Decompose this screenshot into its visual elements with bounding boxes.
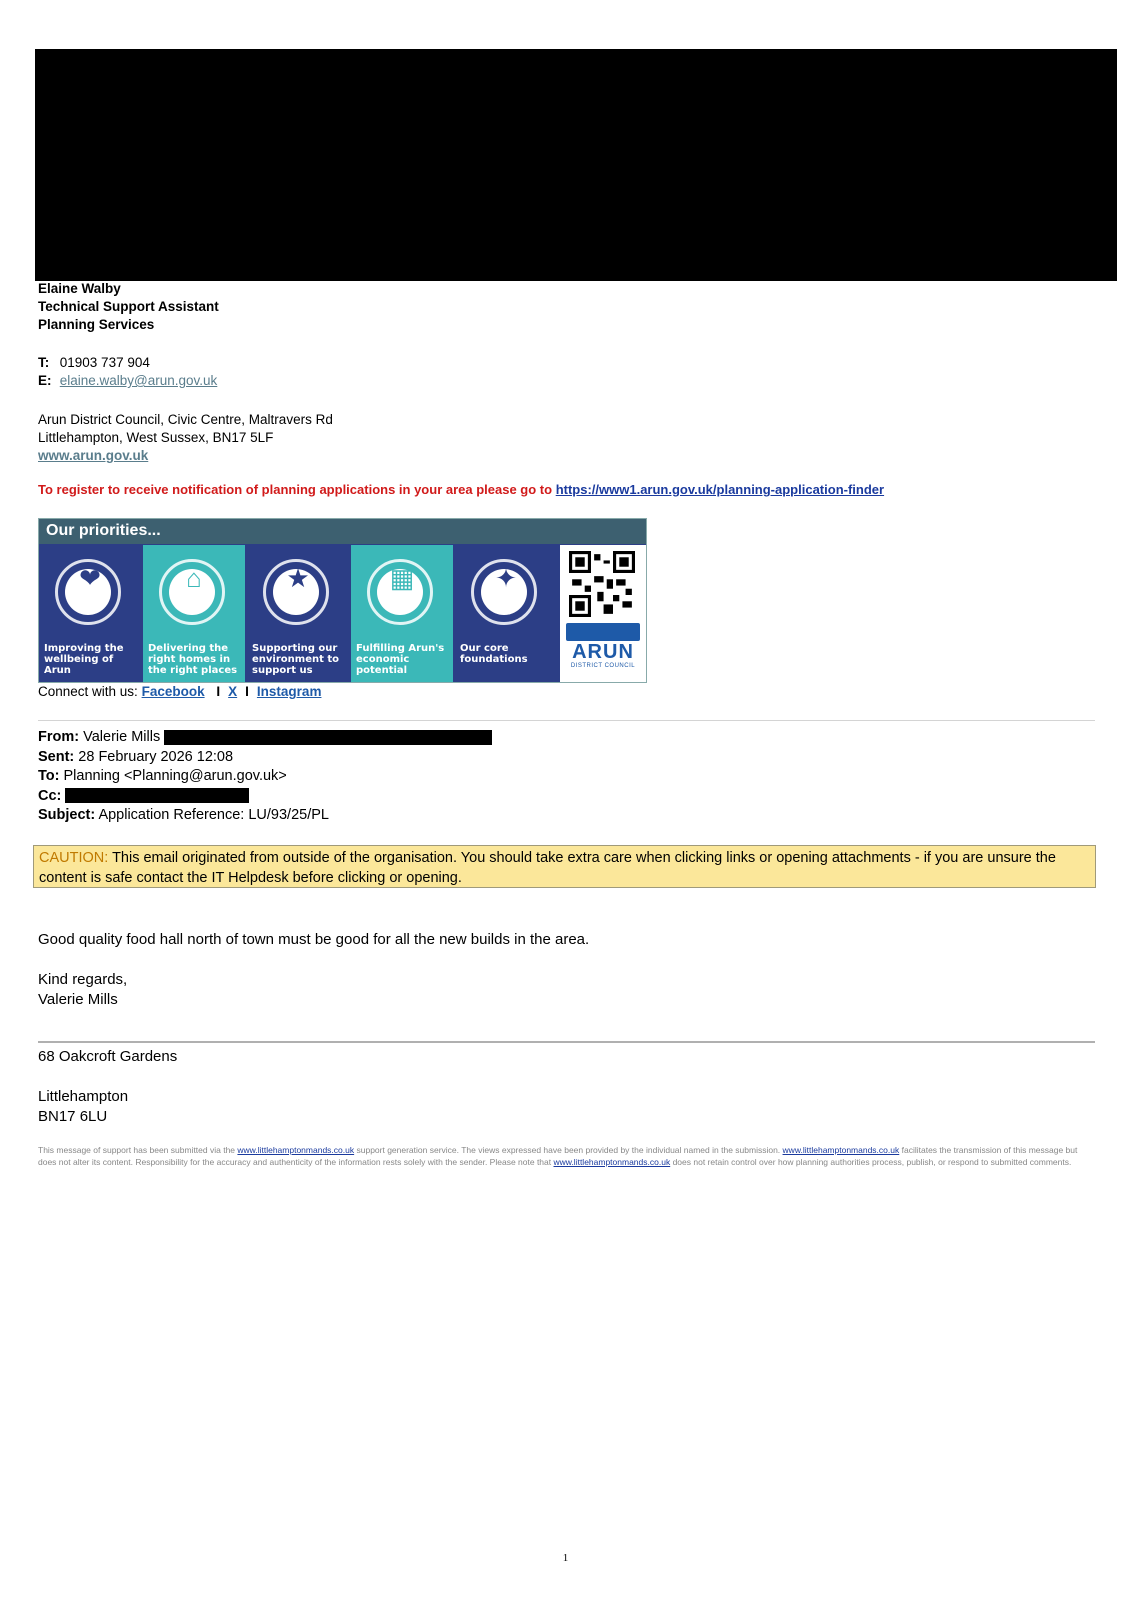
connect-label: Connect with us: <box>38 684 138 699</box>
arun-logo <box>566 623 640 678</box>
social-links <box>38 684 321 699</box>
sender-name: Valerie Mills <box>38 990 118 1008</box>
tile-caption: Improving the wellbeing of Arun <box>44 643 124 676</box>
address-line: Littlehampton <box>38 1088 129 1105</box>
signature-department: Planning Services <box>38 317 155 332</box>
instagram-link[interactable]: Instagram <box>256 684 322 699</box>
signature-address <box>38 411 333 465</box>
logo-word: ARUN <box>572 641 634 663</box>
subject-value: Application Reference: LU/93/25/PL <box>98 807 329 823</box>
banner-heading: Our priorities... <box>46 522 161 539</box>
priority-tile: ⌂ Delivering the right homes in the right places <box>143 545 245 682</box>
tile-caption: Delivering the right homes in the right places <box>148 643 238 676</box>
from-value: Valerie Mills <box>83 729 161 745</box>
signature-name: Elaine Walby <box>38 281 121 296</box>
caution-banner <box>33 845 1096 888</box>
caution-text: This email originated from outside of the organisation. You should take extra care when clicking links or opening attachments - if you are unsure the content is safe contact the IT Helpdesk before clicking or opening. <box>39 850 1056 886</box>
disclaimer <box>38 1144 1098 1168</box>
sent-value: 28 February 2026 12:08 <box>78 748 234 765</box>
redacted-email <box>164 730 492 745</box>
website-link[interactable]: www.arun.gov.uk <box>38 448 149 463</box>
message-body: Good quality food hall north of town must be good for all the new builds in the area. <box>38 931 590 948</box>
link-separator: I <box>245 684 249 699</box>
disclaimer-text: does not retain control over how planning authorities process, publish, or respond to submitted comments. <box>672 1157 1072 1167</box>
closing-text: Kind regards, <box>38 971 128 988</box>
disclaimer-text: This message of support has been submitted via the <box>38 1145 236 1155</box>
planning-finder-link[interactable]: https://www1.arun.gov.uk/planning-application-finder <box>555 482 885 497</box>
disclaimer-link[interactable]: www.littlehamptonmands.co.uk <box>553 1157 671 1167</box>
subject-label: Subject: <box>38 807 96 823</box>
to-label: To: <box>38 768 60 784</box>
tile-caption: Our core foundations <box>460 643 528 665</box>
planning-notice <box>38 482 884 497</box>
postal-address <box>38 1047 177 1127</box>
priority-tile: ★ Supporting our environment to support us <box>247 545 349 682</box>
address-line: 68 Oakcroft Gardens <box>38 1048 178 1065</box>
priority-tile: ✦ Our core foundations <box>455 545 557 682</box>
disclaimer-text: support generation service. The views expressed have been provided by the individual named in the submission. <box>356 1145 781 1155</box>
caution-prefix: CAUTION: <box>39 850 109 866</box>
signature-contact <box>38 354 217 390</box>
tile-caption: Fulfilling Arun's economic potential <box>356 643 445 676</box>
address-line: Littlehampton, West Sussex, BN17 5LF <box>38 430 274 445</box>
to-value: Planning <Planning@arun.gov.uk> <box>63 768 287 784</box>
address-line: Arun District Council, Civic Centre, Maltravers Rd <box>38 412 333 427</box>
logo-subtitle: DISTRICT COUNCIL <box>570 663 636 669</box>
divider <box>38 720 1095 721</box>
email-header <box>38 728 492 826</box>
page-number: 1 <box>562 1552 569 1564</box>
tile-caption: Supporting our environment to support us <box>252 643 340 676</box>
priority-tile: ▦ Fulfilling Arun's economic potential <box>351 545 453 682</box>
disclaimer-text: facilitates the transmission of this message but does not alter its content. Responsibility for the accuracy and authenticity of the information rests solely with the sender. Please note that <box>38 1145 1078 1167</box>
signature-title: Technical Support Assistant <box>38 299 219 314</box>
divider <box>38 1041 1095 1043</box>
email-signature <box>38 280 219 334</box>
disclaimer-link[interactable]: www.littlehamptonmands.co.uk <box>237 1145 355 1155</box>
address-line: BN17 6LU <box>38 1108 108 1125</box>
redacted-block <box>35 49 1117 281</box>
phone-number: 01903 737 904 <box>59 355 150 370</box>
priorities-banner <box>38 518 647 683</box>
facebook-link[interactable]: Facebook <box>141 684 205 699</box>
banner-header <box>39 519 646 544</box>
phone-label: T: <box>38 355 50 370</box>
from-label: From: <box>38 729 80 745</box>
link-separator: I <box>216 684 221 699</box>
disclaimer-link[interactable]: www.littlehamptonmands.co.uk <box>782 1145 900 1155</box>
message-closing <box>38 970 127 1009</box>
qr-code <box>560 545 646 682</box>
x-link[interactable]: X <box>228 684 238 699</box>
email-link[interactable]: elaine.walby@arun.gov.uk <box>59 373 218 388</box>
qr-code-icon <box>569 551 635 617</box>
sent-label: Sent: <box>38 748 75 765</box>
email-label: E: <box>38 373 52 388</box>
priority-tile: ❤ Improving the wellbeing of Arun <box>39 545 141 682</box>
notice-text: To register to receive notification of planning applications in your area please go to <box>38 482 553 497</box>
redacted-cc <box>65 788 249 803</box>
cc-label: Cc: <box>38 787 62 804</box>
